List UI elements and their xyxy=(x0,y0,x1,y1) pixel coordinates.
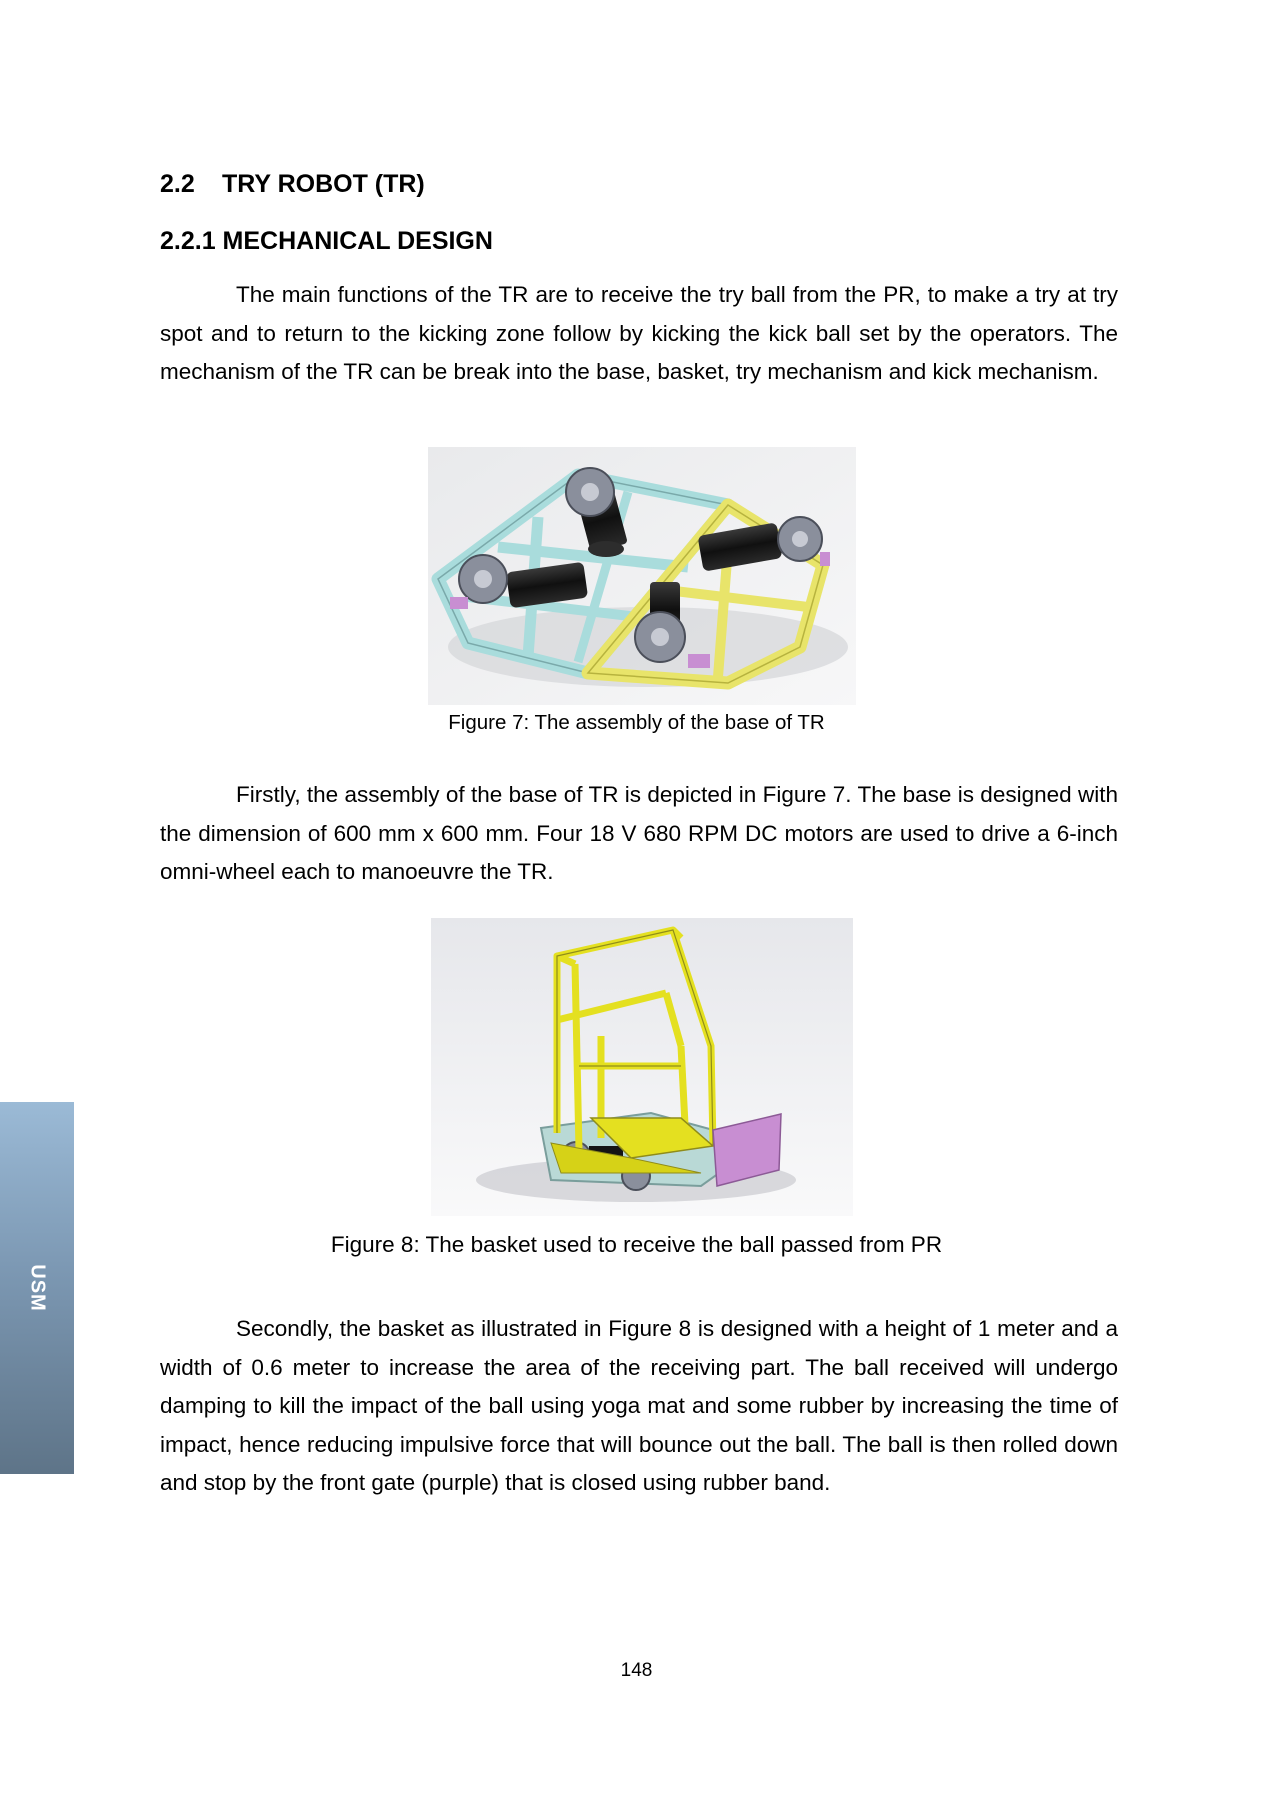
subsection-heading: 2.2.1 MECHANICAL DESIGN xyxy=(160,227,493,255)
basket-assembly-drawing xyxy=(431,918,853,1216)
page-number: 148 xyxy=(620,1660,653,1681)
paragraph-basket: Secondly, the basket as illustrated in Figure 8 is designed with a height of 1 meter and a width of 0.6 meter to increase the area of the receiving part. The ball received will undergo damping to kill the impact of the ball using yoga mat and some rubber by increasing the time of impact, hence reducing impulsive force that will bounce out the ball. The ball is then rolled down and stop by the front gate (purple) that is closed using rubber band. xyxy=(160,1316,1118,1496)
figure-8-image xyxy=(431,918,853,1216)
section-heading xyxy=(160,170,425,199)
figure-8-caption: Figure 8: The basket used to receive the ball passed from PR xyxy=(330,1232,943,1257)
usm-side-tab xyxy=(0,1102,74,1474)
usm-side-tab-label: USM xyxy=(26,1264,49,1312)
section-number: 2.2 xyxy=(160,170,195,198)
section-title: TRY ROBOT (TR) xyxy=(222,170,425,198)
paragraph-base: Firstly, the assembly of the base of TR is depicted in Figure 7. The base is designed with the dimension of 600 mm x 600 mm. Four 18 V 680 RPM DC motors are used to drive a 6-inch omni-wheel each to manoeuvre the TR. xyxy=(160,782,1118,885)
paragraph-intro: The main functions of the TR are to receive the try ball from the PR, to make a try at try spot and to return to the kicking zone follow by kicking the kick ball set by the operators. The mechanism of the TR can be break into the base, basket, try mechanism and kick mechanism. xyxy=(160,282,1118,385)
figure-7-image xyxy=(428,447,856,705)
base-assembly-drawing xyxy=(428,447,856,705)
figure-7-caption: Figure 7: The assembly of the base of TR xyxy=(448,711,825,734)
